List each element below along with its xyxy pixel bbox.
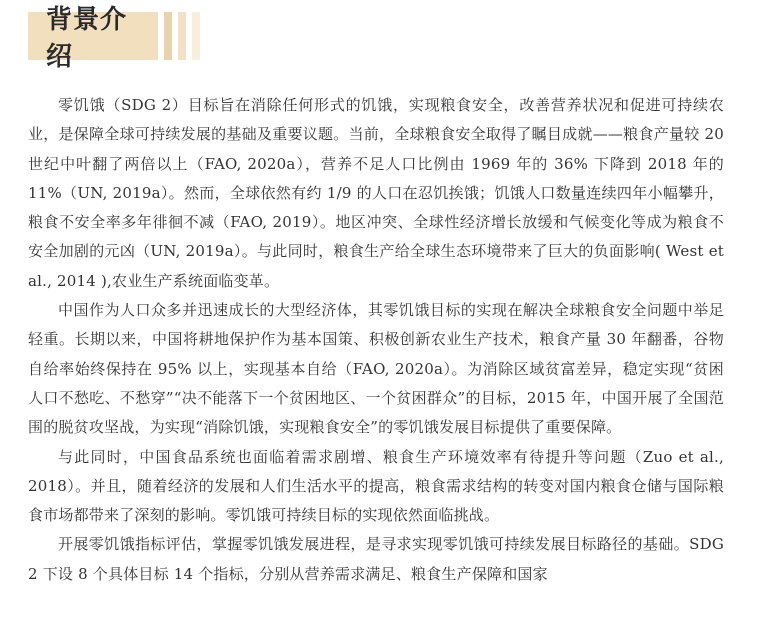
decorative-bar [178,12,186,60]
paragraph: 与此同时，中国食品系统也面临着需求剧增、粮食生产环境效率有待提升等问题（Zuo et al., 2018）。并且，随着经济的发展和人们生活水平的提高，粮食需求结构的转变对国内粮食仓储与国际粮食市场都带来了深刻的影响。零饥饿可持续目标的实现依然面临挑战。 [28,447,724,525]
article-body [28,91,724,589]
section-header [28,5,200,72]
section-title: 背景介绍 [46,5,128,72]
paragraph: 中国作为人口众多并迅速成长的大型经济体，其零饥饿目标的实现在解决全球粮食安全问题中举足轻重。长期以来，中国将耕地保护作为基本国策、积极创新农业生产技术，粮食产量 30 年翻番，谷物自给率始终保持在 95% 以上，实现基本自给（FAO, 2020a）。为消除区域贫富差异，稳定实现“贫困人口不愁吃、不愁穿”“决不能落下一个贫困地区、一个贫困群众”的目标，2015 年，中国开展了全国范围的脱贫攻坚战，为实现“消除饥饿，实现粮食安全”的零饥饿发展目标提供了重要保障。 [28,301,724,437]
decorative-bar [192,12,200,60]
decorative-bar [164,12,172,60]
paragraph: 零饥饿（SDG 2）目标旨在消除任何形式的饥饿，实现粮食安全，改善营养状况和促进可持续农业，是保障全球可持续发展的基础及重要议题。当前，全球粮食安全取得了瞩目成就——粮食产量较 20 世纪中叶翻了两倍以上（FAO, 2020a），营养不足人口比例由 1969 年的 36% 下降到 2018 年的 11%（UN, 2019a）。然而，全球依然有约 1/9 的人口在忍饥挨饿；饥饿人口数量连续四年小幅攀升，粮食不安全率多年徘徊不减（FAO, 2019）。地区冲突、全球性经济增长放缓和气候变化等成为粮食不安全加剧的元凶（UN, 2019a）。与此同时，粮食生产给全球生态环境带来了巨大的负面影响( West et al., 2014 ),农业生产系统面临变革。 [28,96,724,290]
section-title-box [28,5,158,72]
paragraph: 开展零饥饿指标评估，掌握零饥饿发展进程，是寻求实现零饥饿可持续发展目标路径的基础。SDG 2 下设 8 个具体目标 14 个指标，分别从营养需求满足、粮食生产保障和国家 [28,535,724,583]
